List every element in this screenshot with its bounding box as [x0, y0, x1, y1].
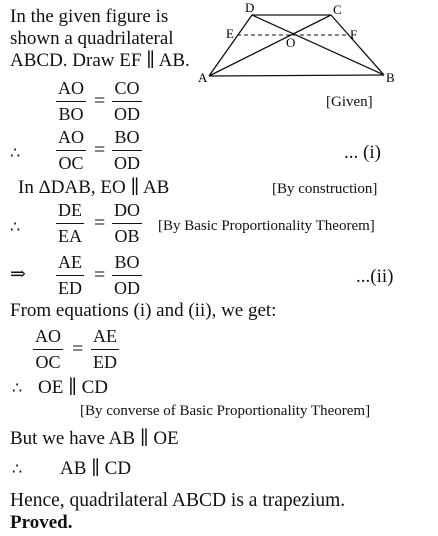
trapezium-figure [195, 0, 400, 90]
conclusion-line: Hence, quadrilateral ABCD is a trapezium. [10, 490, 346, 511]
intro-line-1: In the given figure is [10, 6, 169, 27]
equals-sign: = [72, 338, 84, 360]
ab-parallel-cd: AB ∥ CD [60, 458, 132, 479]
label-b: B [386, 70, 395, 85]
denominator: EA [58, 226, 82, 246]
reason-converse-bpt: [By converse of Basic Proportionality Theorem] [80, 403, 371, 419]
frac-ae-ed [56, 252, 84, 299]
but-line: But we have AB ∥ OE [10, 428, 179, 449]
numerator: BO [112, 127, 141, 151]
denominator: OB [114, 226, 140, 246]
intro-line-2: shown a quadrilateral [10, 28, 174, 49]
numerator: CO [112, 78, 141, 102]
triangle-line: In ΔDAB, EO ∥ AB [18, 177, 170, 198]
denominator: OD [114, 104, 140, 124]
label-f: F [350, 27, 358, 42]
numerator: AO [33, 326, 63, 350]
denominator: OD [114, 278, 140, 298]
diagonal-ac [209, 15, 331, 76]
intro-line-3: ABCD. Draw EF ∥ AB. [10, 50, 190, 71]
side-ad [209, 15, 252, 76]
label-a: A [198, 70, 208, 85]
side-ab [209, 75, 384, 76]
frac-ao-oc-2 [33, 326, 63, 373]
label-o: O [286, 35, 296, 50]
reason-construction: [By construction] [272, 181, 378, 197]
reason-given: [Given] [326, 94, 373, 110]
denominator: ED [93, 352, 117, 372]
therefore-symbol: ∴ [12, 461, 23, 478]
frac-ao-oc [56, 127, 86, 174]
denominator: OC [35, 352, 61, 372]
denominator: OC [58, 153, 84, 173]
equation-tag-ii: ...(ii) [356, 266, 394, 287]
numerator: AE [56, 252, 84, 276]
numerator: AO [56, 78, 86, 102]
equation-tag-i: ... (i) [344, 142, 381, 163]
frac-co-od [112, 78, 142, 125]
label-e: E [226, 26, 234, 41]
equals-sign: = [94, 139, 106, 161]
frac-do-ob [112, 200, 142, 247]
numerator: DE [56, 200, 84, 224]
denominator: OD [114, 153, 140, 173]
from-equations-line: From equations (i) and (ii), we get: [10, 300, 277, 321]
proved-label: Proved. [10, 512, 73, 533]
equals-sign: = [94, 264, 106, 286]
numerator: BO [112, 252, 141, 276]
frac-bo-od [112, 127, 142, 174]
equals-sign: = [94, 212, 106, 234]
denominator: BO [58, 104, 84, 124]
numerator: AO [56, 127, 86, 151]
therefore-symbol: ∴ [10, 219, 21, 236]
numerator: AE [91, 326, 119, 350]
label-d: D [245, 0, 255, 15]
denominator: ED [58, 278, 82, 298]
equals-sign: = [94, 90, 106, 112]
numerator: DO [112, 200, 142, 224]
therefore-symbol: ∴ [10, 145, 21, 162]
reason-bpt: [By Basic Proportionality Theorem] [158, 218, 375, 234]
label-c: C [333, 2, 342, 17]
frac-ao-bo [56, 78, 86, 125]
frac-bo-od-2 [112, 252, 142, 299]
side-bc [331, 15, 384, 75]
frac-ae-ed-2 [91, 326, 119, 373]
oe-parallel-cd: OE ∥ CD [38, 377, 108, 398]
implies-arrow: ⇒ [10, 264, 26, 285]
therefore-symbol: ∴ [12, 380, 23, 397]
frac-de-ea [56, 200, 84, 247]
